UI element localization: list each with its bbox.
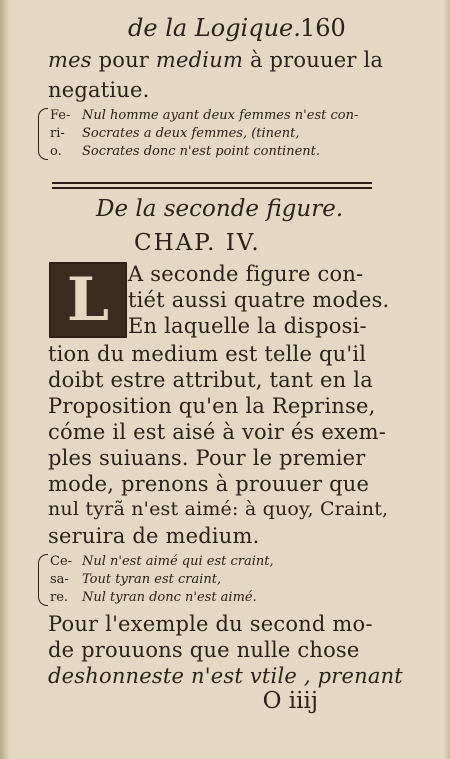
- syllogism-brace: [38, 108, 48, 160]
- body-line: doibt estre attribut, tant en la: [48, 368, 373, 392]
- body-line: Proposition qu'en la Reprinse,: [48, 394, 376, 418]
- syllogism-line: Socrates a deux femmes, (tinent,: [82, 126, 300, 141]
- text-line: mes pour medium à prouuer la: [48, 48, 384, 72]
- mode-label: sa-: [50, 572, 69, 587]
- running-head: de la Logique.: [128, 14, 301, 42]
- body-line: nul tyrã n'est aimé: à quoy, Craint,: [48, 498, 389, 520]
- section-title: De la seconde figure.: [96, 196, 344, 222]
- body-line: tiét aussi quatre modes.: [128, 288, 390, 312]
- page-number: 160: [300, 14, 346, 42]
- body-line: ples suiuans. Pour le premier: [48, 446, 366, 470]
- section-rule: [52, 182, 372, 184]
- syllogism-line: Socrates donc n'est point continent.: [82, 144, 320, 159]
- syllogism-line: Nul homme ayant deux femmes n'est con-: [82, 108, 359, 123]
- body-line: de prouuons que nulle chose: [48, 638, 360, 662]
- body-line: tion du medium est telle qu'il: [48, 342, 367, 366]
- syllogism-brace: [38, 554, 48, 606]
- section-rule: [52, 187, 372, 189]
- signature-mark: O iiij: [262, 688, 318, 714]
- body-line: mode, prenons à prouuer que: [48, 472, 370, 496]
- decorated-initial: L: [49, 262, 127, 338]
- body-line: deshonneste n'est vtile , prenant: [48, 664, 403, 688]
- text-line: negatiue.: [48, 78, 150, 102]
- syllogism-line: Tout tyran est craint,: [82, 572, 222, 587]
- body-line: Pour l'exemple du second mo-: [48, 612, 373, 636]
- mode-label: Fe-: [50, 108, 71, 123]
- body-line: A seconde figure con-: [128, 262, 364, 286]
- mode-label: ri-: [50, 126, 65, 141]
- mode-label: re.: [50, 590, 69, 605]
- syllogism-line: Nul n'est aimé qui est craint,: [82, 554, 274, 569]
- syllogism-line: Nul tyran donc n'est aimé.: [82, 590, 257, 605]
- mode-label: Ce-: [50, 554, 73, 569]
- body-line: seruira de medium.: [48, 524, 260, 548]
- body-line: En laquelle la disposi-: [128, 314, 367, 338]
- chapter-heading: CHAP. IV.: [134, 230, 261, 256]
- mode-label: o.: [50, 144, 62, 159]
- body-line: cóme il est aisé à voir és exem-: [48, 420, 387, 444]
